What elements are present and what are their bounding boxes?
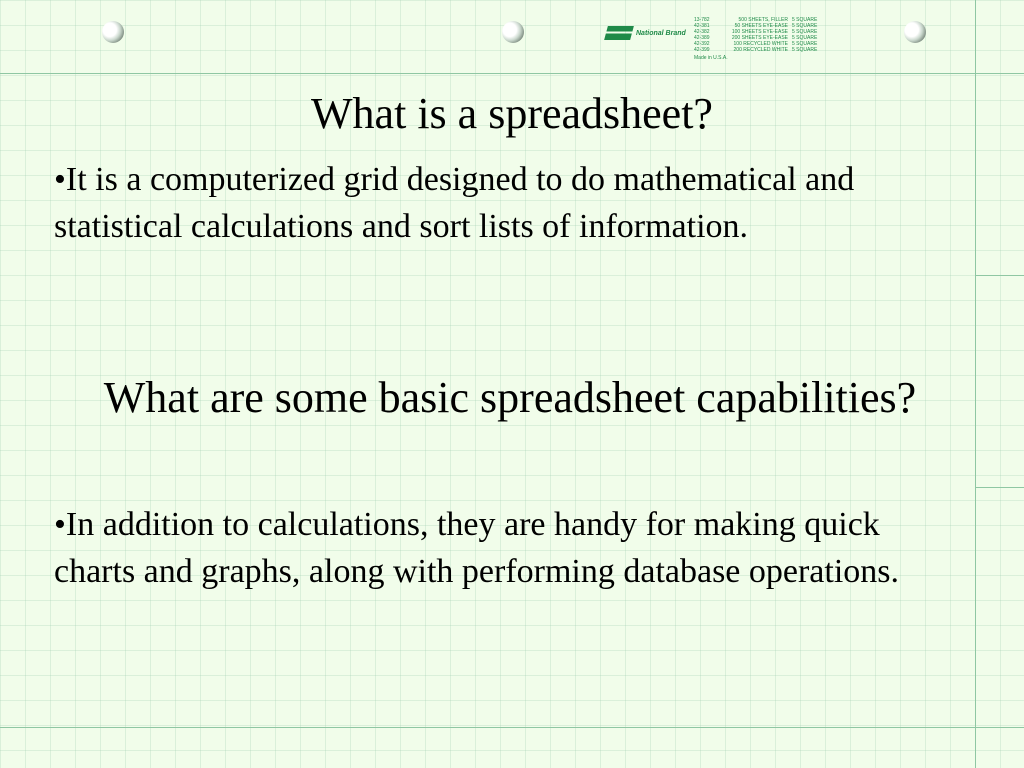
bullet-definition: •It is a computerized grid designed to do mathematical and statistical calculations and sort lists of information. (54, 161, 855, 245)
spec-code: 13-782 (694, 17, 710, 23)
right-tick-1 (975, 275, 1024, 276)
spec-rule: 5 SQUARE (792, 29, 818, 35)
binder-hole-icon (904, 21, 926, 43)
slide-title-spreadsheet: What is a spreadsheet? (311, 89, 713, 138)
spec-desc: 100 RECYCLED WHITE (733, 41, 788, 47)
made-in-label: Made in U.S.A. (694, 55, 728, 61)
spec-desc: 500 SHEETS, FILLER (738, 17, 788, 23)
binder-hole-icon (102, 21, 124, 43)
spec-rule: 5 SQUARE (792, 35, 818, 41)
spec-rule: 5 SQUARE (792, 17, 818, 23)
spec-code: 42-399 (694, 47, 710, 53)
spec-code: 42-382 (694, 29, 710, 35)
spec-rule: 5 SQUARE (792, 47, 818, 53)
spec-desc: 200 SHEETS EYE-EASE (731, 35, 788, 41)
paper-spec-table (694, 17, 824, 61)
slide-title-capabilities: What are some basic spreadsheet capabilities? (103, 373, 917, 422)
top-rule (0, 73, 1024, 74)
right-tick-2 (975, 487, 1024, 488)
spec-code: 42-392 (694, 41, 710, 47)
binder-hole-icon (502, 21, 524, 43)
spec-rule: 5 SQUARE (792, 41, 818, 47)
spec-desc: 200 RECYCLED WHITE (733, 47, 788, 53)
bullet-capabilities: •In addition to calculations, they are handy for making quick charts and graphs, along with performing database operations. (54, 506, 900, 590)
spec-row (694, 47, 824, 53)
brand-mark-icon (604, 26, 634, 40)
brand-name: National Brand (636, 29, 686, 37)
spec-code: 42-381 (694, 23, 710, 29)
spec-desc: 100 SHEETS EYE-EASE (731, 29, 788, 35)
brand-logo (606, 26, 686, 40)
bottom-rule (0, 727, 1024, 728)
spec-code: 42-389 (694, 35, 710, 41)
spec-desc: 50 SHEETS EYE-EASE (734, 23, 788, 29)
spec-rule: 5 SQUARE (792, 23, 818, 29)
